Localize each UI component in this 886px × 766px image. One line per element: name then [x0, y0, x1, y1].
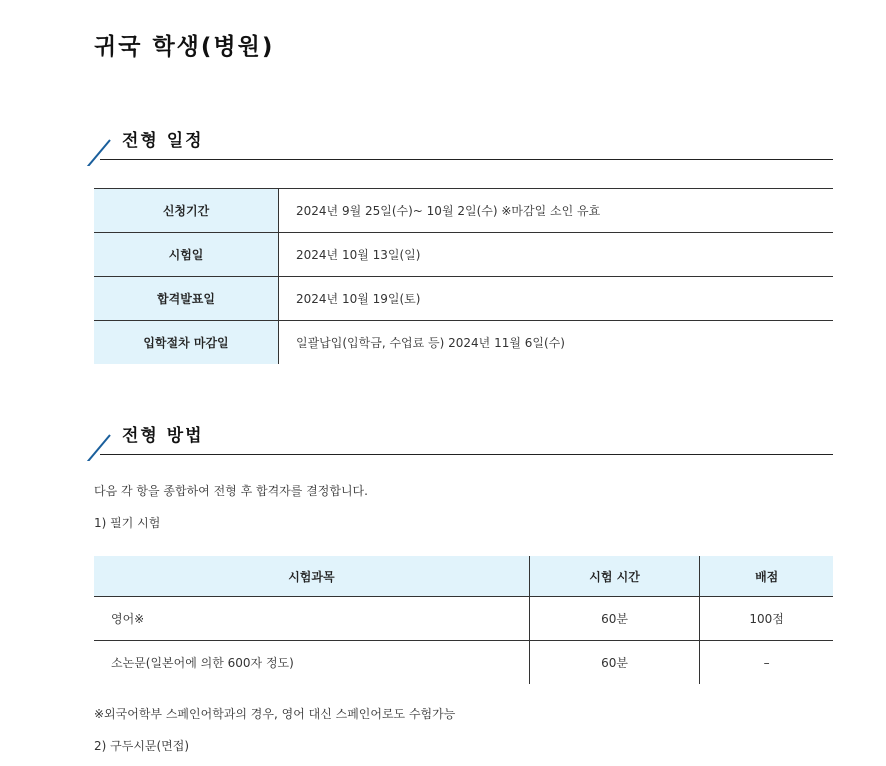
column-header-time: 시험 시간	[529, 556, 700, 597]
slash-icon	[82, 421, 116, 461]
schedule-value: 2024년 9월 25일(수)~ 10월 2일(수) ※마감일 소인 유효	[279, 189, 834, 233]
table-row	[94, 597, 833, 641]
exam-score: –	[700, 641, 833, 685]
schedule-value: 2024년 10월 13일(일)	[279, 233, 834, 277]
table-row	[94, 189, 833, 233]
heading-divider	[100, 159, 833, 160]
schedule-label: 시험일	[94, 233, 279, 277]
heading-divider	[100, 454, 833, 455]
slash-icon	[82, 126, 116, 166]
column-header-score: 배점	[700, 556, 833, 597]
schedule-heading-text: 전형 일정	[122, 131, 204, 151]
interview-label: 2) 구두시문(면접)	[94, 739, 190, 753]
written-exam-label: 1) 필기 시험	[94, 516, 161, 530]
exam-table	[94, 556, 833, 684]
schedule-value: 2024년 10월 19일(토)	[279, 277, 834, 321]
column-header-subject: 시험과목	[94, 556, 529, 597]
table-row	[94, 277, 833, 321]
schedule-label: 신청기간	[94, 189, 279, 233]
table-row	[94, 321, 833, 365]
method-section-heading	[82, 421, 833, 471]
schedule-label: 합격발표일	[94, 277, 279, 321]
schedule-section-heading	[82, 126, 833, 176]
table-header-row	[94, 556, 833, 597]
exam-score: 100점	[700, 597, 833, 641]
method-intro: 다음 각 항을 종합하여 전형 후 합격자를 결정합니다.	[94, 484, 368, 498]
schedule-label: 입학절차 마감일	[94, 321, 279, 365]
language-note: ※외국어학부 스페인어학과의 경우, 영어 대신 스페인어로도 수험가능	[94, 707, 456, 721]
method-heading-text: 전형 방법	[122, 426, 204, 446]
table-row	[94, 641, 833, 685]
exam-subject: 소논문(일본어에 의한 600자 정도)	[111, 656, 294, 670]
exam-subject: 영어※	[94, 597, 529, 641]
page-title: 귀국 학생(병원)	[94, 34, 275, 60]
exam-time: 60분	[529, 641, 700, 685]
schedule-value: 일괄납입(입학금, 수업료 등) 2024년 11월 6일(수)	[296, 336, 565, 350]
exam-time: 60분	[529, 597, 700, 641]
table-row	[94, 233, 833, 277]
schedule-table	[94, 188, 833, 364]
